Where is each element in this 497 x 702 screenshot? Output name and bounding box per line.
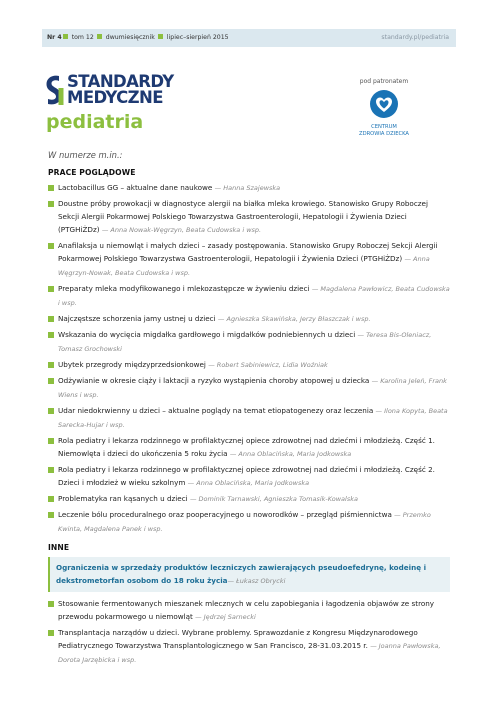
article-item[interactable] (48, 508, 450, 536)
issue-info (47, 34, 229, 41)
journal-logo (46, 73, 246, 135)
article-title: Stosowanie fermentowanych mieszanek mlecznych w celu zapobiegania i łagodzenia objawów ze strony przewodu pokarmowego u niemowląt (58, 599, 435, 621)
article-item[interactable] (48, 312, 450, 326)
bullet-square-icon (48, 243, 54, 249)
article-authors: — Agnieszka Skawińska, Jerzy Błaszczak i wsp. (217, 315, 371, 323)
article-title: Rola pediatry i lekarza rodzinnego w profilaktycznej opiece zdrowotnej nad dziećmi i młodzieżą. Część 2. Dzieci i młodzież w wieku szkolnym (58, 465, 435, 487)
period: lipiec–sierpień 2015 (166, 34, 229, 41)
article-authors: — Anna Nowak-Węgrzyn, Beata Cudowska i wsp. (101, 226, 262, 234)
article-authors: — Magdalena Pawłowicz, Beata Cudowska i wsp. (58, 285, 450, 307)
article-authors: — Teresa Bis-Oleniacz, Tomasz Grochowski (58, 331, 432, 353)
patronage-label: pod patronatem (359, 78, 409, 85)
patronage (350, 78, 418, 138)
bullet-square-icon (48, 630, 54, 636)
article-authors: — Hanna Szajewska (214, 184, 281, 192)
journal-subtitle: pediatria (46, 111, 144, 133)
separator-square-icon (158, 34, 163, 39)
bullet-square-icon (48, 601, 54, 607)
article-item[interactable] (48, 239, 450, 280)
article-item[interactable] (48, 404, 450, 432)
article-title: Preparaty mleka modyfikowanego i mlekozastępcze w żywieniu dzieci (58, 284, 310, 293)
article-authors: — Łukasz Obrycki (227, 577, 286, 585)
bullet-square-icon (48, 467, 54, 473)
bullet-square-icon (48, 362, 54, 368)
article-item[interactable] (48, 197, 450, 237)
article-authors: — Ilona Kopyta, Beata Sarecka-Hujar i wsp. (58, 407, 448, 429)
article-title: Udar niedokrwienny u dzieci – aktualne poglądy na temat etiopatogenezy oraz leczenia (58, 406, 374, 415)
article-item[interactable] (48, 463, 450, 490)
article-authors: — Joanna Pawłowska, Dorota Jarzębicka i wsp. (58, 642, 441, 664)
patron-name: CENTRUM ZDROWIA DZIECKA (359, 124, 409, 137)
header-bar (42, 29, 456, 47)
article-title: Wskazania do wycięcia migdałka gardłowego i migdałków podniebiennych u dzieci (58, 330, 356, 339)
bullet-square-icon (48, 332, 54, 338)
article-authors: — Karolina Jeleń, Frank Wiens i wsp. (58, 377, 447, 399)
article-authors: — Robert Sabiniewicz, Lidia Woźniak (208, 361, 328, 369)
bullet-square-icon (48, 185, 54, 191)
separator-square-icon (97, 34, 102, 39)
article-item[interactable] (48, 282, 450, 310)
article-item[interactable] (48, 328, 450, 356)
article-item[interactable] (48, 374, 450, 402)
review-articles-list (48, 181, 450, 536)
article-title: Ograniczenia w sprzedaży produktów leczniczych zawierających pseudoefedrynę, kodeinę i dekstrometorfan osobom do 18 roku życia (56, 563, 427, 585)
article-authors: — Przemko Kwinta, Magdalena Panek i wsp. (58, 511, 431, 533)
article-title: Najczęstsze schorzenia jamy ustnej u dzieci (58, 314, 216, 323)
bullet-square-icon (48, 286, 54, 292)
article-title: Doustne próby prowokacji w diagnostyce alergii na białka mleka krowiego. Stanowisko Grupy Roboczej Sekcji Alergii Pokarmowej Polskiego Towarzystwa Gastroenterologii, Hepatologii i Żywienia Dzieci (PTGHiŻDz) (58, 199, 428, 234)
volume: tom 12 (71, 34, 94, 41)
article-item[interactable] (48, 597, 450, 624)
separator-square-icon (63, 34, 68, 39)
article-item[interactable] (48, 626, 450, 667)
bullet-square-icon (48, 408, 54, 414)
article-title: Problematyka ran kąsanych u dzieci (58, 494, 188, 503)
article-title: Transplantacja narządów u dzieci. Wybrane problemy. Sprawozdanie z Kongresu Międzynarodowego Pediatrycznego Towarzystwa Transplantologicznego w San Francisco, 28-31.03.2015 r. (58, 628, 418, 650)
article-title: Odżywianie w okresie ciąży i laktacji a ryzyko wystąpienia choroby atopowej u dziecka (58, 376, 370, 385)
section-title-review: PRACE POGLĄDOWE (48, 168, 136, 177)
bullet-square-icon (48, 378, 54, 384)
article-authors: — Dominik Tarnawski, Agnieszka Tomasik-Kowalska (189, 495, 358, 503)
bullet-square-icon (48, 438, 54, 444)
article-title: Lactobacillus GG – aktualne dane naukowe (58, 183, 213, 192)
site-url[interactable]: standardy.pl/pediatria (381, 34, 449, 41)
article-item[interactable] (48, 434, 450, 461)
intro-text: W numerze m.in.: (48, 150, 123, 160)
article-title: Ubytek przegrody międzyprzedsionkowej (58, 360, 206, 369)
article-authors: — Anna Oblacińska, Maria Jodkowska (229, 450, 352, 458)
article-authors: — Jędrzej Sarnecki (195, 613, 256, 621)
article-authors: — Anna Węgrzyn-Nowak, Beata Cudowska i wsp. (58, 255, 430, 277)
table-of-contents (48, 168, 450, 669)
article-item[interactable] (48, 181, 450, 195)
article-item[interactable] (48, 492, 450, 506)
logo-line-2: MEDYCZNE (67, 88, 163, 107)
bullet-square-icon (48, 201, 54, 207)
bullet-square-icon (48, 316, 54, 322)
article-authors: — Anna Oblacińska, Maria Jodkowska (187, 479, 310, 487)
issue-number: Nr 4 (47, 34, 62, 41)
article-title: Rola pediatry i lekarza rodzinnego w profilaktycznej opiece zdrowotnej nad dziećmi i młodzieżą. Część 1. Niemowlęta i dzieci do ukończenia 5 roku życia (58, 436, 435, 458)
bullet-square-icon (48, 512, 54, 518)
logo-mark-icon (46, 74, 64, 108)
highlighted-article[interactable] (48, 557, 450, 592)
article-title: Leczenie bólu proceduralnego oraz pooperacyjnego u noworodków – przegląd piśmiennictwa (58, 510, 392, 519)
frequency: dwumiesięcznik (105, 34, 155, 41)
logo-line-1: STANDARDY (67, 72, 174, 91)
article-title: Anafilaksja u niemowląt i małych dzieci – zasady postępowania. Stanowisko Grupy Roboczej Sekcji Alergii Pokarmowej Polskiego Towarzystwa Gastroenterologii, Hepatologii i Żywienia Dzieci (PTGHiŻDz) (58, 241, 438, 263)
other-articles-list (48, 597, 450, 667)
heart-icon (369, 89, 399, 119)
bullet-square-icon (48, 496, 54, 502)
section-title-other: INNE (48, 543, 70, 552)
article-item[interactable] (48, 358, 450, 372)
